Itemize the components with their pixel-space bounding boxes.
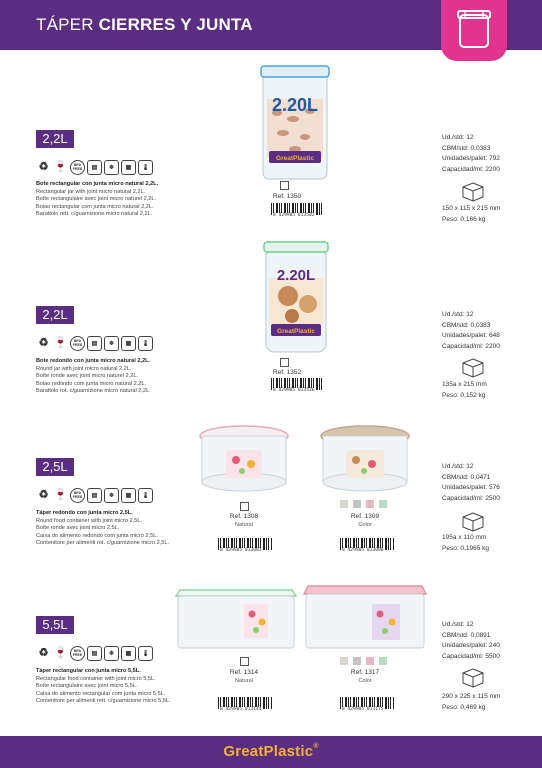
- product-label-capacity: 2.20L: [276, 267, 316, 284]
- description-line: Boîte rectangulaire avec joint micro naturel 2,2L.: [36, 196, 157, 203]
- product-label-brand: GreatPlastic: [277, 328, 315, 335]
- description-line: Boiao redondo com junta micro natural 2,2L.: [36, 380, 147, 387]
- brand-name: GreatPlastic: [223, 743, 314, 760]
- description-title: Táper redondo con junta micro 2,5L.: [36, 510, 133, 516]
- description-line: Caixa do alimento rectangular com junta micro 5,5L.: [36, 690, 166, 697]
- product-label-capacity: 2.20L: [271, 95, 319, 115]
- product-variant: Color: [358, 678, 372, 684]
- product-image-rect-color: [302, 582, 428, 654]
- title-light: TÁPER: [36, 15, 94, 34]
- spec-capacidad: Capacidad/ml: 2500: [442, 494, 500, 502]
- box-dimensions-icon: [462, 358, 484, 378]
- color-swatch-1[interactable]: [340, 500, 348, 508]
- product-image-rect-jar: [255, 63, 335, 181]
- food-safe-icon: 🍷: [53, 647, 68, 659]
- description-line: Contenitore per alimenti rett. c/guarnizione micro 5,5L.: [36, 698, 171, 705]
- product-ref: Ref. 1350: [272, 193, 302, 200]
- microwave-icon: ▤: [87, 646, 102, 661]
- description-line: Rectangular food container with joint micro 5,5L.: [36, 675, 156, 682]
- description-line: Caixa do alimento redondo com junta micro 2,5L.: [36, 532, 158, 539]
- barcode-number: 8 429905 013175: [342, 707, 384, 712]
- spec-cbm: CBM/std: 0,0471: [442, 473, 491, 481]
- capacity-badge: 2,2L: [36, 130, 74, 148]
- dishwasher-icon: ▦: [121, 488, 136, 503]
- page-title: [36, 15, 253, 35]
- box-dimensions-icon: [462, 182, 484, 202]
- bpa-free-icon: BPA FREE: [70, 336, 85, 351]
- brand-mark: ®: [313, 743, 319, 750]
- description-line: Boîte ronde avec joint micro naturel 2,2L.: [36, 373, 138, 380]
- color-swatch-3[interactable]: [366, 657, 374, 665]
- dimensions-value: 150 x 115 x 215 mm: [442, 205, 501, 212]
- description-line: Boiao rectangular com junta micro natural 2,2L.: [36, 203, 154, 210]
- freezer-icon: ❄: [104, 336, 119, 351]
- description-line: Round jar with joint micro natural 2,2L.: [36, 365, 132, 372]
- product-description: [36, 181, 186, 219]
- freezer-icon: ❄: [104, 646, 119, 661]
- spec-ud: Ud./std: 12: [442, 311, 474, 318]
- product-description: [36, 668, 186, 706]
- description-line: Rectangular jar with joint micro natural 2,2L.: [36, 188, 146, 195]
- product-ref: Ref. 1314: [229, 669, 259, 676]
- capacity-badge: 5,5L: [36, 616, 74, 634]
- product-ref: Ref. 1352: [272, 369, 302, 376]
- color-swatch-3[interactable]: [366, 500, 374, 508]
- food-safe-icon: 🍷: [53, 489, 68, 501]
- select-checkbox[interactable]: [280, 181, 289, 190]
- microwave-icon: ▤: [87, 336, 102, 351]
- dishwasher-icon: ▦: [121, 646, 136, 661]
- spec-capacidad: Capacidad/ml: 2200: [442, 165, 500, 173]
- spec-cbm: CBM/std: 0,0891: [442, 631, 491, 639]
- color-swatch-2[interactable]: [353, 657, 361, 665]
- barcode-number: 8 429905 013083: [220, 548, 262, 553]
- page-footer: [0, 736, 542, 768]
- temperature-icon: 🌡: [138, 646, 153, 661]
- title-bold: CIERRES Y JUNTA: [98, 15, 253, 34]
- description-line: Barattolo rett. c/guarnizione micro natural 2,2L.: [36, 211, 153, 218]
- bpa-free-icon: BPA FREE: [70, 488, 85, 503]
- select-checkbox[interactable]: [240, 657, 249, 666]
- feature-icons: [36, 160, 153, 176]
- product-specs: [442, 310, 532, 352]
- spec-cbm: CBM/std: 0,0383: [442, 321, 491, 329]
- feature-icons: [36, 336, 153, 352]
- description-title: Bote redondo con junta micro natural 2,2L.: [36, 358, 151, 364]
- freezer-icon: ❄: [104, 160, 119, 175]
- product-image-round-jar: [262, 240, 330, 356]
- feature-icons: [36, 488, 153, 504]
- description-line: Boîte ronde avec joint micro 2,5L.: [36, 525, 120, 532]
- recycle-icon: ♻: [38, 489, 49, 501]
- description-line: Round food container with joint micro 2,5L.: [36, 517, 143, 524]
- color-swatch-4[interactable]: [379, 657, 387, 665]
- product-dimensions: [442, 533, 532, 554]
- barcode-number: 8 429905 013090: [342, 548, 384, 553]
- barcode-number: 8 429905 013502: [273, 213, 315, 218]
- product-variant: Natural: [234, 678, 254, 684]
- product-specs: [442, 620, 532, 662]
- brand-logo: [0, 743, 542, 760]
- spec-palet: Unidades/palet: 240: [442, 642, 500, 649]
- feature-icons: [36, 646, 153, 662]
- color-swatch-4[interactable]: [379, 500, 387, 508]
- product-image-round-natural: [196, 424, 292, 494]
- dimensions-value: 195a x 110 mm: [442, 534, 487, 541]
- product-label-brand: GreatPlastic: [276, 155, 314, 162]
- capacity-badge: 2,2L: [36, 306, 74, 324]
- color-swatch-1[interactable]: [340, 657, 348, 665]
- spec-capacidad: Capacidad/ml: 2200: [442, 342, 500, 350]
- weight-value: Peso: 0,166 kg: [442, 215, 486, 223]
- spec-ud: Ud./std: 12: [442, 621, 474, 628]
- dishwasher-icon: ▦: [121, 160, 136, 175]
- description-line: Boîte rectangulaire avec joint micro 5,5L.: [36, 683, 138, 690]
- recycle-icon: ♻: [38, 161, 49, 173]
- product-description: [36, 358, 186, 396]
- temperature-icon: 🌡: [138, 160, 153, 175]
- product-specs: [442, 462, 532, 504]
- spec-cbm: CBM/std: 0,0383: [442, 144, 491, 152]
- spec-capacidad: Capacidad/ml: 5500: [442, 652, 500, 660]
- weight-value: Peso: 0,152 kg: [442, 391, 486, 399]
- description-line: Barattolo rot. c/guarnizione micro natural 2,2L.: [36, 388, 151, 395]
- description-line: Contenitore per alimenti rot. c/guarnizione micro 2,5L.: [36, 540, 170, 547]
- select-checkbox[interactable]: [280, 358, 289, 367]
- spec-palet: Unidades/palet: 648: [442, 332, 500, 339]
- weight-value: Peso: 0,1965 kg: [442, 544, 489, 552]
- spec-ud: Ud./std: 12: [442, 134, 474, 141]
- temperature-icon: 🌡: [138, 488, 153, 503]
- box-dimensions-icon: [462, 668, 484, 688]
- product-dimensions: [442, 692, 532, 713]
- spec-palet: Unidades/palet: 792: [442, 155, 500, 162]
- product-ref: Ref. 1309: [350, 513, 380, 520]
- product-image-rect-natural: [174, 582, 298, 654]
- select-checkbox[interactable]: [240, 502, 249, 511]
- food-safe-icon: 🍷: [53, 337, 68, 349]
- temperature-icon: 🌡: [138, 336, 153, 351]
- product-image-round-color: [318, 424, 412, 494]
- barcode-number: 8 429905 013144: [220, 707, 262, 712]
- container-icon: [457, 9, 491, 49]
- dishwasher-icon: ▦: [121, 336, 136, 351]
- barcode-number: 8 429905 013526: [273, 388, 315, 393]
- description-title: Bote rectangular con junta micro natural 2,2L.: [36, 181, 159, 187]
- description-title: Táper rectangular con junta micro 5,5L.: [36, 668, 141, 674]
- product-description: [36, 510, 186, 548]
- product-dimensions: [442, 204, 532, 225]
- category-tab: [441, 0, 507, 61]
- box-dimensions-icon: [462, 512, 484, 532]
- bpa-free-icon: BPA FREE: [70, 646, 85, 661]
- product-ref: Ref. 1308: [229, 513, 259, 520]
- microwave-icon: ▤: [87, 160, 102, 175]
- weight-value: Peso: 0,469 kg: [442, 703, 486, 711]
- product-variant: Color: [358, 522, 372, 528]
- spec-palet: Unidades/palet: 576: [442, 484, 500, 491]
- dimensions-value: 290 x 225 x 115 mm: [442, 693, 501, 700]
- food-safe-icon: 🍷: [53, 161, 68, 173]
- spec-ud: Ud./std: 12: [442, 463, 474, 470]
- product-dimensions: [442, 380, 532, 401]
- product-variant: Natural: [234, 522, 254, 528]
- recycle-icon: ♻: [38, 337, 49, 349]
- bpa-free-icon: BPA FREE: [70, 160, 85, 175]
- freezer-icon: ❄: [104, 488, 119, 503]
- dimensions-value: 135a x 215 mm: [442, 381, 487, 388]
- recycle-icon: ♻: [38, 647, 49, 659]
- capacity-badge: 2,5L: [36, 458, 74, 476]
- microwave-icon: ▤: [87, 488, 102, 503]
- product-ref: Ref. 1317: [350, 669, 380, 676]
- product-specs: [442, 133, 532, 175]
- color-swatch-2[interactable]: [353, 500, 361, 508]
